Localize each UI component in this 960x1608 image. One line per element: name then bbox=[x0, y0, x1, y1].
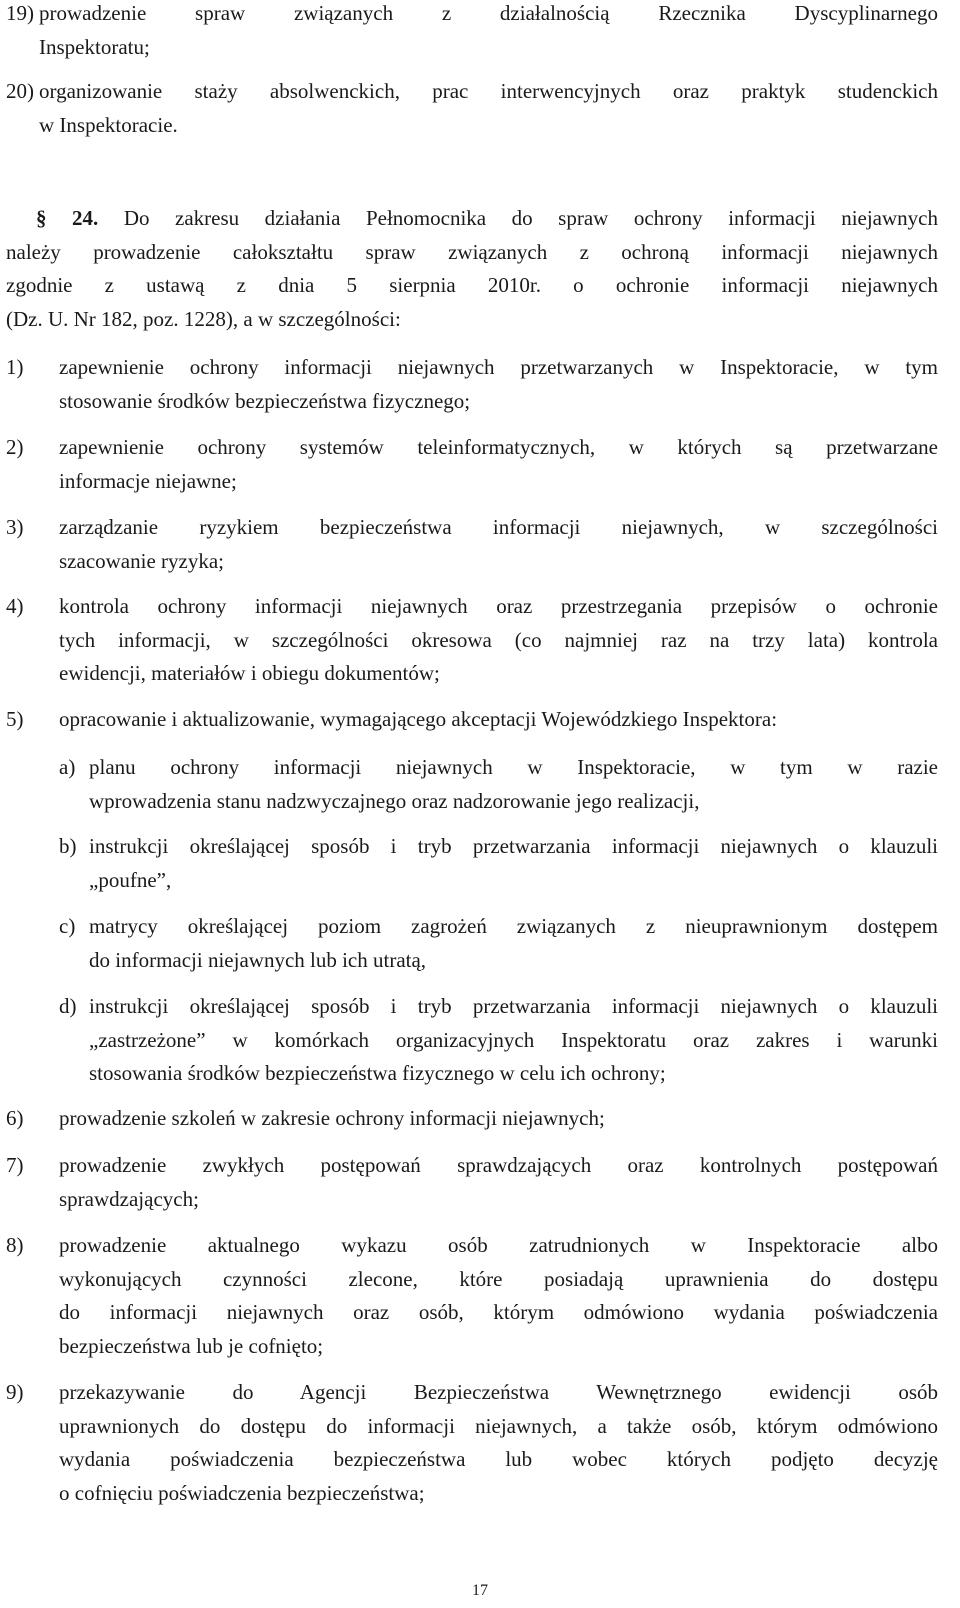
section-mark: § 24. bbox=[36, 206, 99, 230]
subitem-line: instrukcji określającej sposób i tryb przetwarzania informacji niejawnych o klauzuli bbox=[89, 834, 938, 858]
item-line: w Inspektoracie. bbox=[39, 112, 178, 137]
item-number: 19) bbox=[6, 1, 34, 25]
section-line: należy prowadzenie całokształtu spraw związanych z ochroną informacji niejawnych bbox=[6, 239, 938, 264]
list-item bbox=[6, 703, 938, 737]
subitem-line: planu ochrony informacji niejawnych w Inspektoracie, w tym w razie bbox=[89, 755, 938, 779]
item-line: organizowanie staży absolwenckich, prac interwencyjnych oraz praktyk studenckich bbox=[39, 79, 938, 103]
subitem-letter: a) bbox=[59, 755, 76, 779]
subitem-line: „poufne”, bbox=[89, 867, 172, 892]
item-number: 2) bbox=[6, 435, 24, 459]
item-line: prowadzenie spraw związanych z działalnością Rzecznika Dyscyplinarnego bbox=[39, 1, 938, 25]
item-line: zapewnienie ochrony informacji niejawnych przetwarzanych w Inspektoracie, w tym bbox=[59, 355, 938, 379]
subitem-line: „zastrzeżone” w komórkach organizacyjnych Inspektoratu oraz zakres i warunki bbox=[89, 1027, 938, 1052]
subitem-line: wprowadzenia stanu nadzwyczajnego oraz nadzorowanie jego realizacji, bbox=[89, 788, 700, 813]
item-line: ewidencji, materiałów i obiegu dokumentów; bbox=[59, 661, 440, 685]
item-number: 5) bbox=[6, 707, 24, 731]
item-line: uprawnionych do dostępu do informacji niejawnych, a także osób, którym odmówiono bbox=[59, 1413, 938, 1438]
item-line: wydania poświadczenia bezpieczeństwa lub wobec których podjęto decyzję bbox=[59, 1447, 938, 1471]
list-item bbox=[6, 0, 938, 64]
item-line: stosowanie środków bezpieczeństwa fizycznego; bbox=[59, 388, 471, 413]
section-line: (Dz. U. Nr 182, poz. 1228), a w szczególności: bbox=[6, 306, 401, 331]
list-item bbox=[6, 431, 938, 498]
item-line: opracowanie i aktualizowanie, wymagającego akceptacji Wojewódzkiego Inspektora: bbox=[59, 707, 778, 731]
sub-list-item bbox=[59, 830, 938, 897]
item-number: 20) bbox=[6, 79, 34, 103]
subitem-line: instrukcji określającej sposób i tryb przetwarzania informacji niejawnych o klauzuli bbox=[89, 994, 938, 1018]
list-item bbox=[6, 1376, 938, 1510]
list-item bbox=[6, 75, 938, 142]
item-line: Inspektoratu; bbox=[39, 34, 150, 59]
item-line: prowadzenie zwykłych postępowań sprawdzających oraz kontrolnych postępowań bbox=[59, 1153, 938, 1177]
item-line: tych informacji, w szczególności okresowa (co najmniej raz na trzy lata) kontrola bbox=[59, 627, 938, 652]
list-item bbox=[6, 1102, 938, 1136]
item-line: sprawdzających; bbox=[59, 1186, 199, 1211]
item-line: informacje niejawne; bbox=[59, 468, 237, 493]
subitem-line: matrycy określającej poziom zagrożeń związanych z nieuprawnionym dostępem bbox=[89, 914, 938, 938]
item-line: wykonujących czynności zlecone, które posiadają uprawnienia do dostępu bbox=[59, 1266, 938, 1291]
list-item bbox=[6, 511, 938, 578]
page-number: 17 bbox=[472, 1582, 488, 1599]
sub-list-item bbox=[59, 910, 938, 977]
subitem-letter: c) bbox=[59, 914, 76, 938]
item-line: prowadzenie aktualnego wykazu osób zatrudnionych w Inspektoracie albo bbox=[59, 1233, 938, 1257]
item-line: o cofnięciu poświadczenia bezpieczeństwa; bbox=[59, 1480, 425, 1505]
item-line: przekazywanie do Agencji Bezpieczeństwa Wewnętrznego ewidencji osób bbox=[59, 1380, 938, 1404]
item-line: bezpieczeństwa lub je cofnięto; bbox=[59, 1333, 324, 1358]
item-line: prowadzenie szkoleń w zakresie ochrony informacji niejawnych; bbox=[59, 1106, 605, 1130]
item-number: 8) bbox=[6, 1233, 24, 1257]
item-line: szacowanie ryzyka; bbox=[59, 548, 224, 573]
section-line: zgodnie z ustawą z dnia 5 sierpnia 2010r. o ochronie informacji niejawnych bbox=[6, 273, 938, 297]
section-line: Do zakresu działania Pełnomocnika do spraw ochrony informacji niejawnych bbox=[123, 206, 938, 230]
subitem-letter: b) bbox=[59, 834, 77, 858]
item-line: kontrola ochrony informacji niejawnych oraz przestrzegania przepisów o ochronie bbox=[59, 594, 938, 618]
item-line: do informacji niejawnych oraz osób, którym odmówiono wydania poświadczenia bbox=[59, 1300, 938, 1324]
item-line: zapewnienie ochrony systemów teleinformatycznych, w których są przetwarzane bbox=[59, 435, 938, 459]
subitem-line: do informacji niejawnych lub ich utratą, bbox=[89, 947, 427, 972]
item-line: zarządzanie ryzykiem bezpieczeństwa informacji niejawnych, w szczególności bbox=[59, 515, 938, 539]
list-item bbox=[6, 351, 938, 418]
item-number: 3) bbox=[6, 515, 24, 539]
section-paragraph bbox=[6, 202, 938, 336]
subitem-letter: d) bbox=[59, 994, 77, 1018]
item-number: 1) bbox=[6, 355, 24, 379]
item-number: 7) bbox=[6, 1153, 24, 1177]
subitem-line: stosowania środków bezpieczeństwa fizycznego w celu ich ochrony; bbox=[89, 1061, 666, 1085]
list-item bbox=[6, 1229, 938, 1363]
item-number: 4) bbox=[6, 594, 24, 618]
sub-list-item bbox=[59, 990, 938, 1091]
list-item bbox=[6, 590, 938, 691]
sub-list-item bbox=[59, 751, 938, 818]
item-number: 9) bbox=[6, 1380, 24, 1404]
item-number: 6) bbox=[6, 1106, 24, 1130]
list-item bbox=[6, 1149, 938, 1216]
